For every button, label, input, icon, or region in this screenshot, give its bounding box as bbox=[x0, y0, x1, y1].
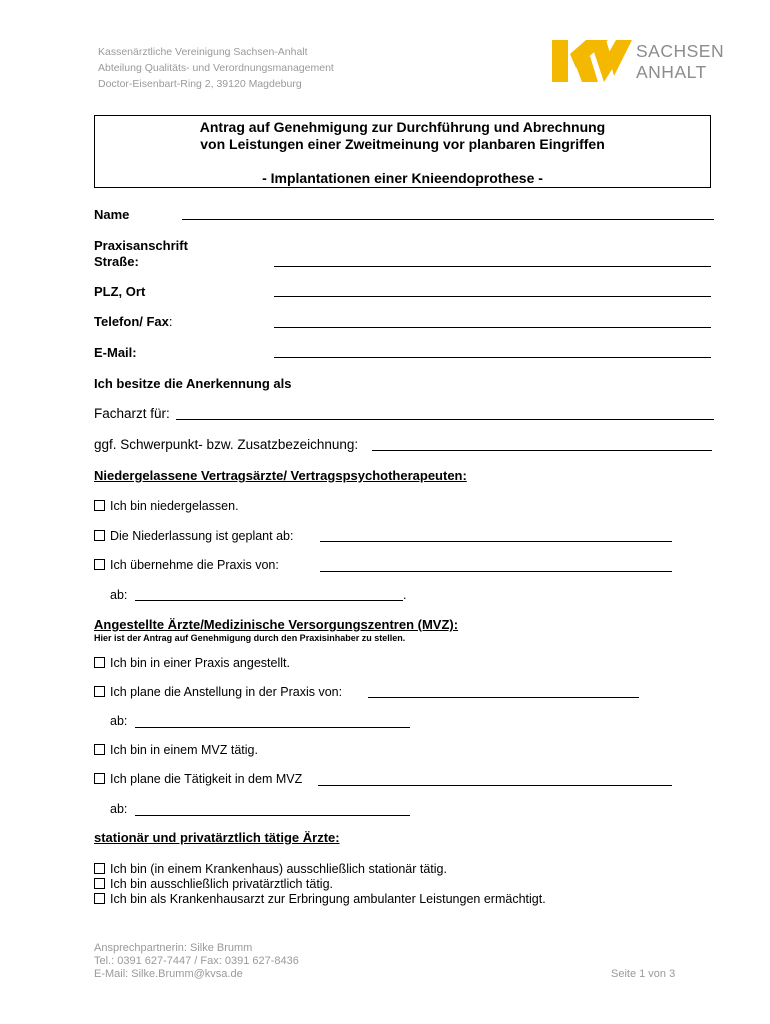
option-praxis-uebernahme[interactable] bbox=[94, 558, 279, 572]
option-label: Die Niederlassung ist geplant ab: bbox=[110, 529, 294, 543]
checkbox[interactable] bbox=[94, 744, 105, 755]
street-label: Straße: bbox=[94, 254, 139, 269]
checkbox[interactable] bbox=[94, 773, 105, 784]
email-field[interactable] bbox=[274, 357, 711, 358]
uebernahme-from-label: ab: bbox=[110, 588, 128, 602]
recognition-heading: Ich besitze die Anerkennung als bbox=[94, 376, 292, 391]
checkbox[interactable] bbox=[94, 530, 105, 541]
specialist-field[interactable] bbox=[176, 419, 714, 420]
option-stationaer[interactable] bbox=[94, 862, 447, 876]
checkbox[interactable] bbox=[94, 878, 105, 889]
page-number: Seite 1 von 3 bbox=[611, 968, 676, 980]
address-label: Praxisanschrift bbox=[94, 238, 188, 253]
praxis-uebernahme-field[interactable] bbox=[320, 571, 672, 572]
section-angestellt-heading: Angestellte Ärzte/Medizinische Versorgungszentren (MVZ): bbox=[94, 617, 459, 632]
option-privataerztlich[interactable] bbox=[94, 877, 333, 891]
checkbox[interactable] bbox=[94, 500, 105, 511]
phone-label bbox=[94, 314, 173, 329]
option-mvz-geplant[interactable] bbox=[94, 772, 302, 786]
niederlassung-date-field[interactable] bbox=[320, 541, 672, 542]
checkbox[interactable] bbox=[94, 657, 105, 668]
phone-label-colon: : bbox=[168, 314, 173, 329]
checkbox[interactable] bbox=[94, 559, 105, 570]
option-label: Ich bin niedergelassen. bbox=[110, 499, 239, 513]
footer-contact-block bbox=[94, 942, 299, 981]
logo-line-1: SACHSEN bbox=[636, 41, 725, 61]
org-name: Kassenärztliche Vereinigung Sachsen-Anhalt bbox=[98, 46, 308, 58]
phone-label-text: Telefon/ Fax bbox=[94, 314, 169, 329]
kv-logo bbox=[552, 40, 770, 82]
option-ermaechtigt[interactable] bbox=[94, 892, 546, 906]
footer-email: E-Mail: Silke.Brumm@kvsa.de bbox=[94, 968, 243, 980]
option-label: Ich bin in einer Praxis angestellt. bbox=[110, 656, 290, 670]
option-label: Ich plane die Anstellung in der Praxis von: bbox=[110, 685, 343, 699]
checkbox[interactable] bbox=[94, 686, 105, 697]
option-niedergelassen[interactable] bbox=[94, 499, 239, 513]
name-field[interactable] bbox=[182, 219, 714, 220]
focus-label: ggf. Schwerpunkt- bzw. Zusatzbezeichnung: bbox=[94, 437, 359, 452]
option-label: Ich bin ausschließlich privatärztlich tätig. bbox=[110, 877, 334, 891]
option-anstellung-geplant[interactable] bbox=[94, 685, 342, 699]
uebernahme-date-field[interactable] bbox=[135, 600, 403, 601]
specialist-label: Facharzt für: bbox=[94, 406, 170, 421]
uebernahme-period: . bbox=[403, 588, 407, 602]
footer-contact: Ansprechpartnerin: Silke Brumm bbox=[94, 942, 253, 954]
mvz-field[interactable] bbox=[318, 785, 672, 786]
plz-label: PLZ, Ort bbox=[94, 284, 146, 299]
plz-field[interactable] bbox=[274, 296, 711, 297]
mvz-date-field[interactable] bbox=[135, 815, 410, 816]
option-mvz-taetig[interactable] bbox=[94, 743, 258, 757]
anstellung-from-label: ab: bbox=[110, 714, 128, 728]
kv-logo-icon bbox=[552, 40, 632, 82]
option-label: Ich übernehme die Praxis von: bbox=[110, 558, 279, 572]
title-line-1: Antrag auf Genehmigung zur Durchführung und Abrechnung bbox=[199, 119, 606, 135]
phone-field[interactable] bbox=[274, 327, 711, 328]
footer-phone: Tel.: 0391 627-7447 / Fax: 0391 627-8436 bbox=[94, 955, 299, 967]
option-praxis-angestellt[interactable] bbox=[94, 656, 290, 670]
mvz-from-label: ab: bbox=[110, 802, 128, 816]
logo-line-2: ANHALT bbox=[636, 62, 707, 82]
option-label: Ich plane die Tätigkeit in dem MVZ bbox=[110, 772, 303, 786]
focus-field[interactable] bbox=[372, 450, 712, 451]
title-subtitle: - Implantationen einer Knieendoprothese - bbox=[262, 170, 543, 186]
anstellung-date-field[interactable] bbox=[135, 727, 410, 728]
title-box bbox=[94, 115, 711, 188]
email-label: E-Mail: bbox=[94, 345, 137, 360]
section-niedergelassen-heading: Niedergelassene Vertragsärzte/ Vertragspsychotherapeuten: bbox=[94, 468, 467, 483]
org-address-block bbox=[98, 44, 334, 92]
anstellung-praxis-field[interactable] bbox=[368, 697, 639, 698]
option-label: Ich bin als Krankenhausarzt zur Erbringung ambulanter Leistungen ermächtigt. bbox=[110, 892, 546, 906]
option-label: Ich bin (in einem Krankenhaus) ausschließlich stationär tätig. bbox=[110, 862, 447, 876]
street-field[interactable] bbox=[274, 266, 711, 267]
section-stationaer-heading: stationär und privatärztlich tätige Ärzte: bbox=[94, 830, 340, 845]
org-department: Abteilung Qualitäts- und Verordnungsmanagement bbox=[98, 62, 334, 74]
checkbox[interactable] bbox=[94, 893, 105, 904]
option-niederlassung-geplant[interactable] bbox=[94, 529, 293, 543]
title-line-2: von Leistungen einer Zweitmeinung vor planbaren Eingriffen bbox=[200, 136, 605, 152]
checkbox[interactable] bbox=[94, 863, 105, 874]
option-label: Ich bin in einem MVZ tätig. bbox=[110, 743, 258, 757]
section-angestellt-note: Hier ist der Antrag auf Genehmigung durch den Praxisinhaber zu stellen. bbox=[94, 633, 406, 643]
org-street: Doctor-Eisenbart-Ring 2, 39120 Magdeburg bbox=[98, 78, 302, 90]
logo-wordmark bbox=[636, 41, 724, 82]
name-label: Name bbox=[94, 207, 130, 222]
